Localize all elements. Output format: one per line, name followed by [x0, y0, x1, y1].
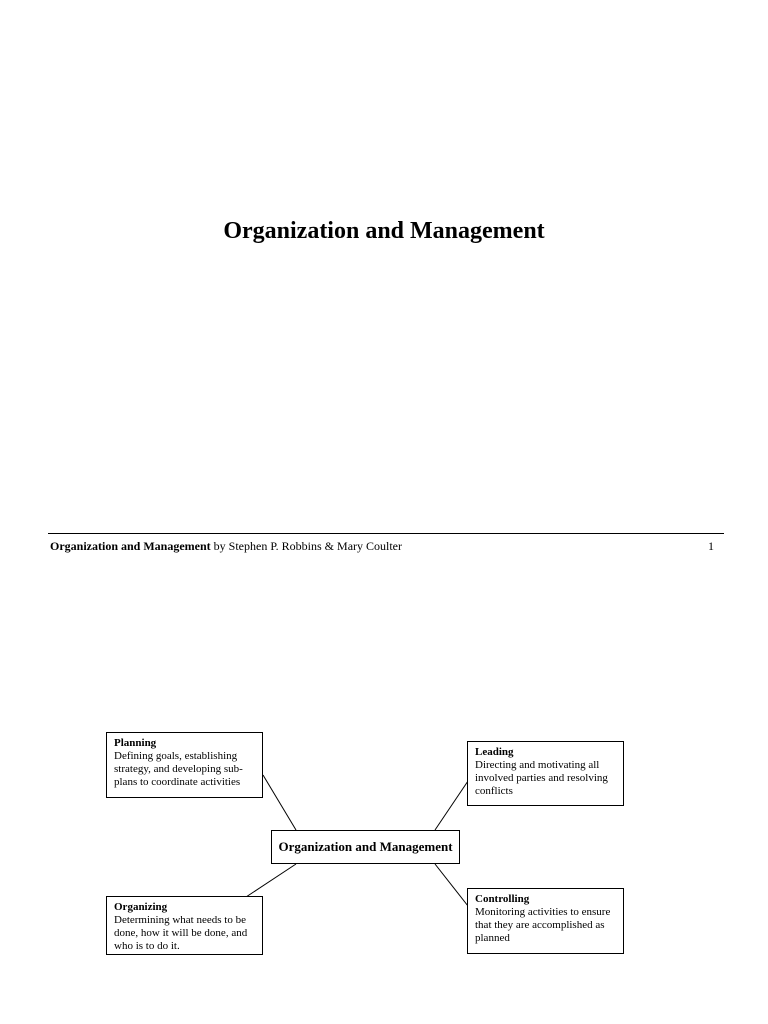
connector-controlling — [435, 864, 468, 906]
leading-box — [467, 741, 624, 806]
leading-description: Directing and motivating all involved parties and resolving conflicts — [475, 759, 608, 797]
organizing-description: Determining what needs to be done, how it will be done, and who is to do it. — [114, 914, 248, 952]
footer-book-title: Organization and Management — [50, 539, 211, 553]
connector-organizing — [246, 864, 296, 897]
connector-planning — [263, 775, 296, 830]
controlling-heading: Controlling — [475, 893, 530, 905]
organizing-heading: Organizing — [114, 901, 168, 913]
organizing-box — [106, 896, 263, 955]
page-number: 1 — [708, 539, 714, 553]
planning-heading: Planning — [114, 737, 157, 749]
controlling-description: Monitoring activities to ensure that they are accomplished as planned — [475, 906, 611, 944]
center-node: Organization and Management — [271, 830, 460, 864]
planning-description: Defining goals, establishing strategy, and developing sub- plans to coordinate activities — [114, 750, 243, 788]
page-title: Organization and Management — [223, 218, 545, 244]
controlling-box — [467, 888, 624, 954]
leading-heading: Leading — [475, 746, 514, 758]
connector-leading — [435, 781, 468, 830]
planning-box — [106, 732, 263, 798]
footer-byline: by Stephen P. Robbins & Mary Coulter — [210, 539, 403, 553]
